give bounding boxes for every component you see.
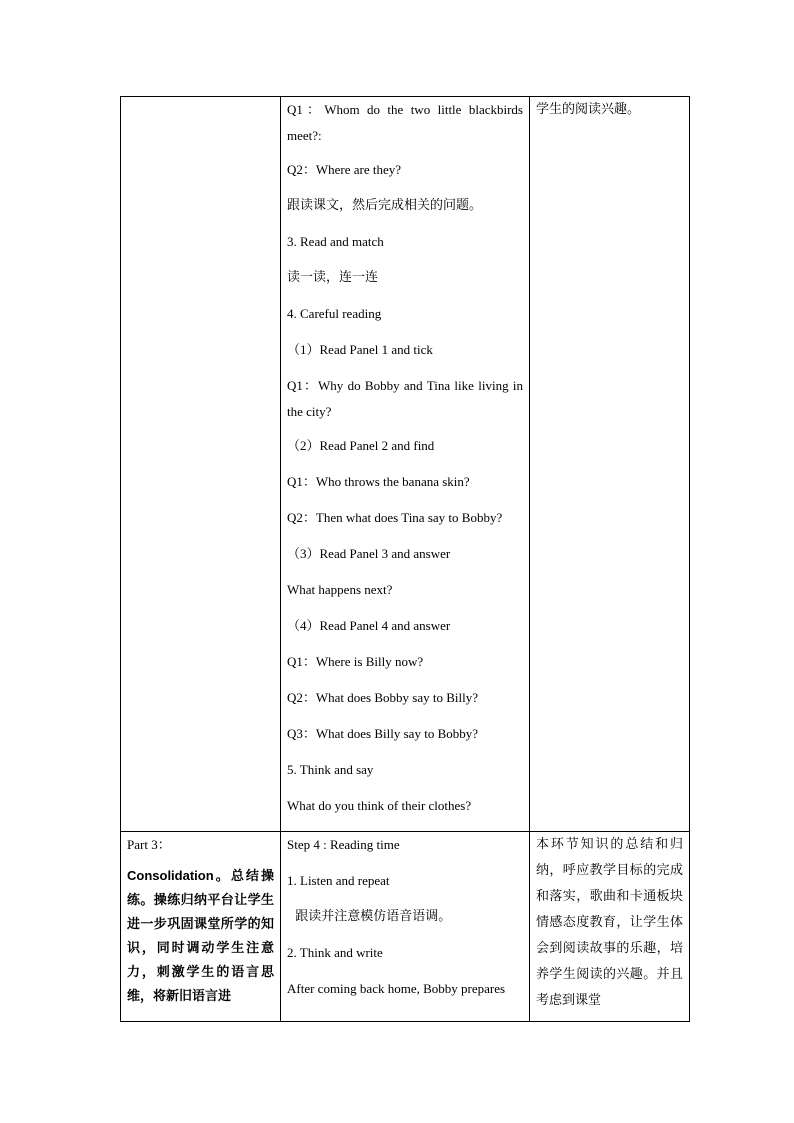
activity-line: 1. Listen and repeat bbox=[287, 873, 390, 888]
row1-activity-cell bbox=[281, 97, 530, 832]
activity-line: After coming back home, Bobby prepares bbox=[287, 981, 506, 996]
part-description bbox=[127, 832, 274, 1020]
activity-line: Q2：Then what does Tina say to Bobby? bbox=[287, 510, 503, 525]
row2-purpose-content bbox=[536, 832, 683, 1020]
activity-line: 读一读，连一连 bbox=[287, 270, 379, 285]
activity-line: Step 4 : Reading time bbox=[287, 837, 400, 852]
row1-purpose-cell bbox=[530, 97, 690, 832]
activity-line: 跟读课文，然后完成相关的问题。 bbox=[287, 198, 483, 213]
lesson-plan-table bbox=[120, 96, 690, 1022]
row2-activity-content bbox=[287, 832, 523, 1020]
activity-line: 3. Read and match bbox=[287, 234, 384, 249]
table-row bbox=[121, 832, 690, 1022]
row2-purpose-cell bbox=[530, 832, 690, 1022]
activity-line: 2. Think and write bbox=[287, 945, 383, 960]
activity-line: Q1：Why do Bobby and Tina like living in the city? bbox=[287, 378, 523, 419]
activity-line: Q1：Whom do the two little blackbirds meet?: bbox=[287, 102, 523, 143]
activity-line: Q1：Where is Billy now? bbox=[287, 654, 424, 669]
row2-activity-cell bbox=[281, 832, 530, 1022]
part-heading-en: Consolidation bbox=[127, 868, 214, 883]
activity-line: （1）Read Panel 1 and tick bbox=[287, 342, 433, 357]
activity-line: 5. Think and say bbox=[287, 762, 374, 777]
activity-line: （2）Read Panel 2 and find bbox=[287, 438, 435, 453]
part-title: Part 3： bbox=[127, 837, 171, 852]
purpose-text: 学生的阅读兴趣。 bbox=[536, 102, 641, 117]
activity-line: （3）Read Panel 3 and answer bbox=[287, 546, 451, 561]
activity-line: Q2：What does Bobby say to Billy? bbox=[287, 690, 479, 705]
activity-line: Q2：Where are they? bbox=[287, 162, 402, 177]
activity-line: 4. Careful reading bbox=[287, 306, 382, 321]
activity-line: （4）Read Panel 4 and answer bbox=[287, 618, 451, 633]
purpose-text: 本环节知识的总结和归纳，呼应教学目标的完成和落实，歌曲和卡通板块情感态度教育，让学生体会到阅读故事的乐趣，培养学生阅读的兴趣。并且考虑到课堂 bbox=[536, 837, 683, 1008]
activity-line: What happens next? bbox=[287, 582, 393, 597]
activity-line: What do you think of their clothes? bbox=[287, 798, 472, 813]
activity-line: Q3：What does Billy say to Bobby? bbox=[287, 726, 479, 741]
table-row bbox=[121, 97, 690, 832]
part-body bbox=[127, 864, 274, 1009]
activity-line: 跟读并注意模仿语音语调。 bbox=[287, 909, 452, 924]
row2-part-cell bbox=[121, 832, 281, 1022]
row1-part-cell bbox=[121, 97, 281, 832]
activity-line: Q1：Who throws the banana skin? bbox=[287, 474, 470, 489]
part-body-text: 。总结操练。操练归纳平台让学生进一步巩固课堂所学的知识，同时调动学生注意力，刺激学生的语言思维，将新旧语言进 bbox=[127, 869, 274, 1004]
